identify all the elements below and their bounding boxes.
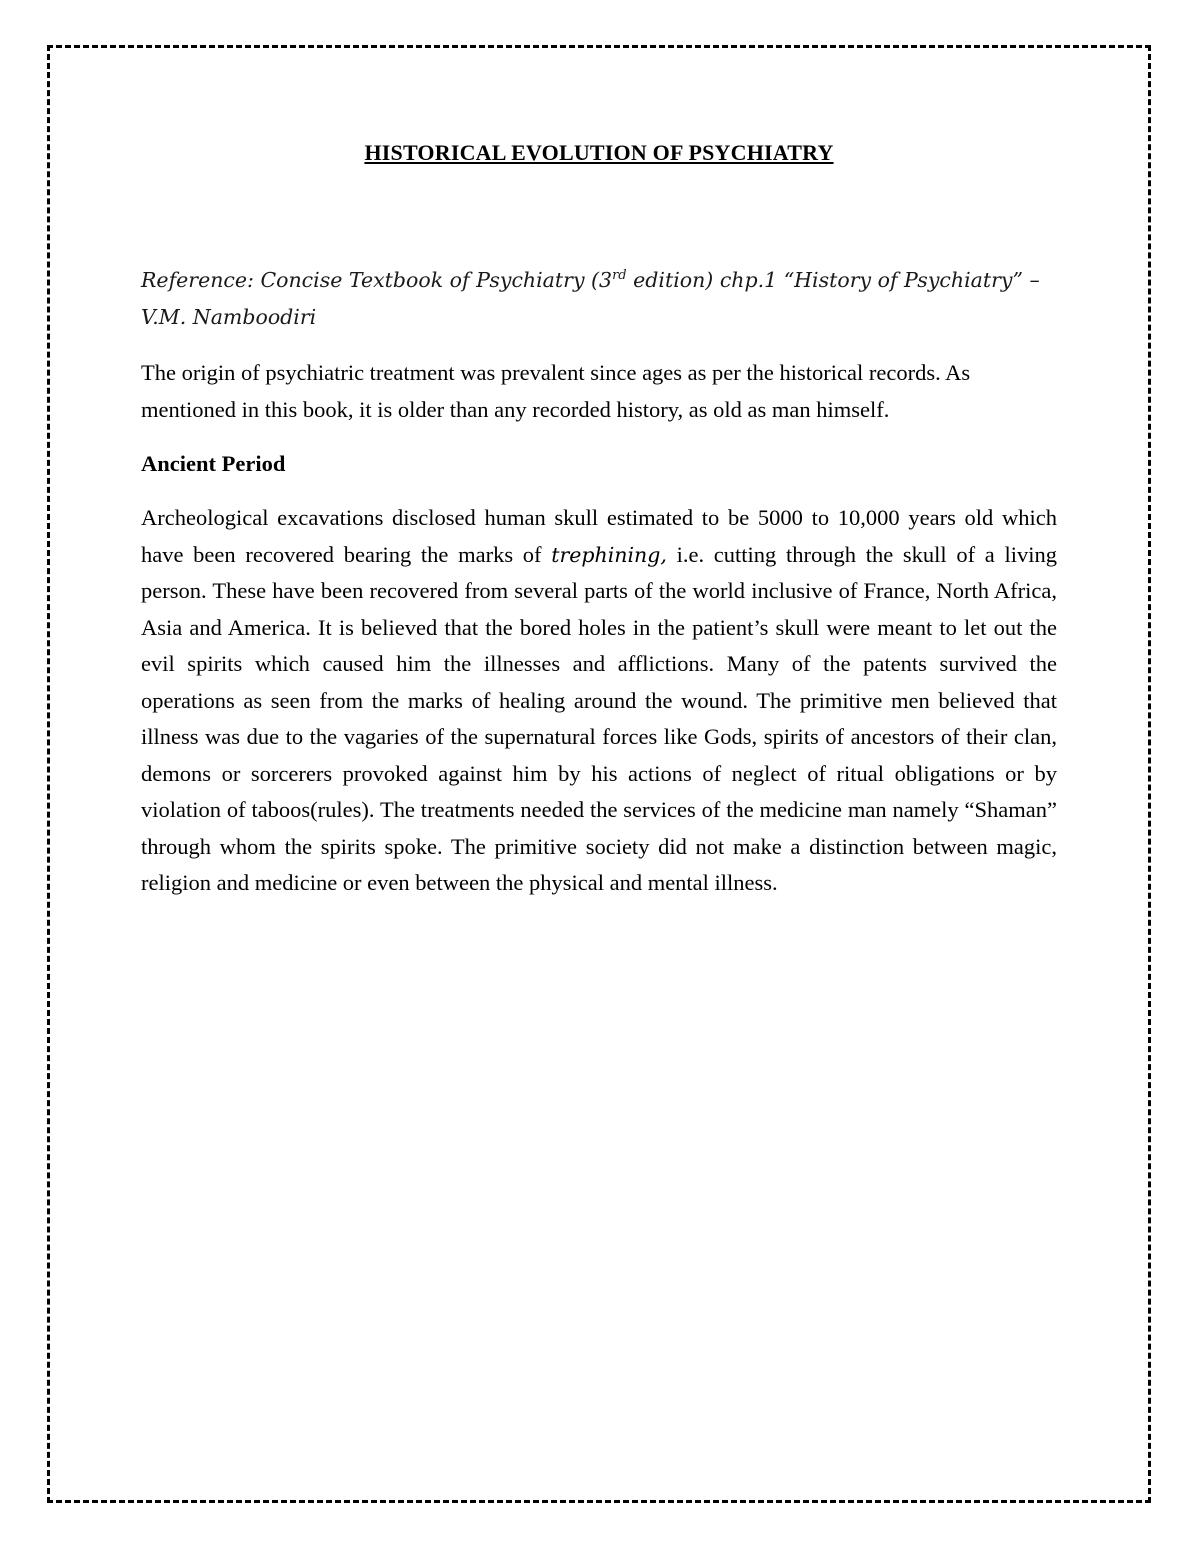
document-body	[141, 140, 1057, 902]
reference-superscript: rd	[612, 268, 627, 284]
intro-paragraph: The origin of psychiatric treatment was prevalent since ages as per the historical records. As mentioned in this book, it is older than any recorded history, as old as man himself.	[141, 360, 971, 422]
reference-text-end: edition) chp.1 “History of Psychiatry” – V.M. Namboodiri	[141, 268, 1040, 329]
ancient-period-paragraph	[141, 500, 1057, 902]
paragraph-text-start: Archeological excavations disclosed human skull estimated to be 5000 to 10,000 years old which have been recovered bearing the marks of	[141, 505, 1057, 567]
reference-text-start: Reference: Concise Textbook of Psychiatry (3	[141, 268, 613, 292]
paragraph-text-end: i.e. cutting through the skull of a living person. These have been recovered from several parts of the world inclusive of France, North Africa, Asia and America. It is believed that the bored holes in the patient’s skull were meant to let out the evil spirits which caused him the illnesses and afflictions. Many of the patents survived the operations as seen from the marks of healing around the wound. The primitive men believed that illness was due to the vagaries of the supernatural forces like Gods, spirits of ancestors of their clan, demons or sorcerers provoked against him by his actions of neglect of ritual obligations or by violation of taboos(rules). The treatments needed the services of the medicine man namely “Shaman” through whom the spirits spoke. The primitive society did not make a distinction between magic, religion and medicine or even between the physical and mental illness.	[141, 541, 1057, 895]
reference-citation	[141, 262, 1057, 336]
italic-term: trephining,	[551, 542, 667, 567]
document-title: HISTORICAL EVOLUTION OF PSYCHIATRY	[364, 140, 834, 165]
section-heading-ancient-period: Ancient Period	[141, 451, 286, 476]
